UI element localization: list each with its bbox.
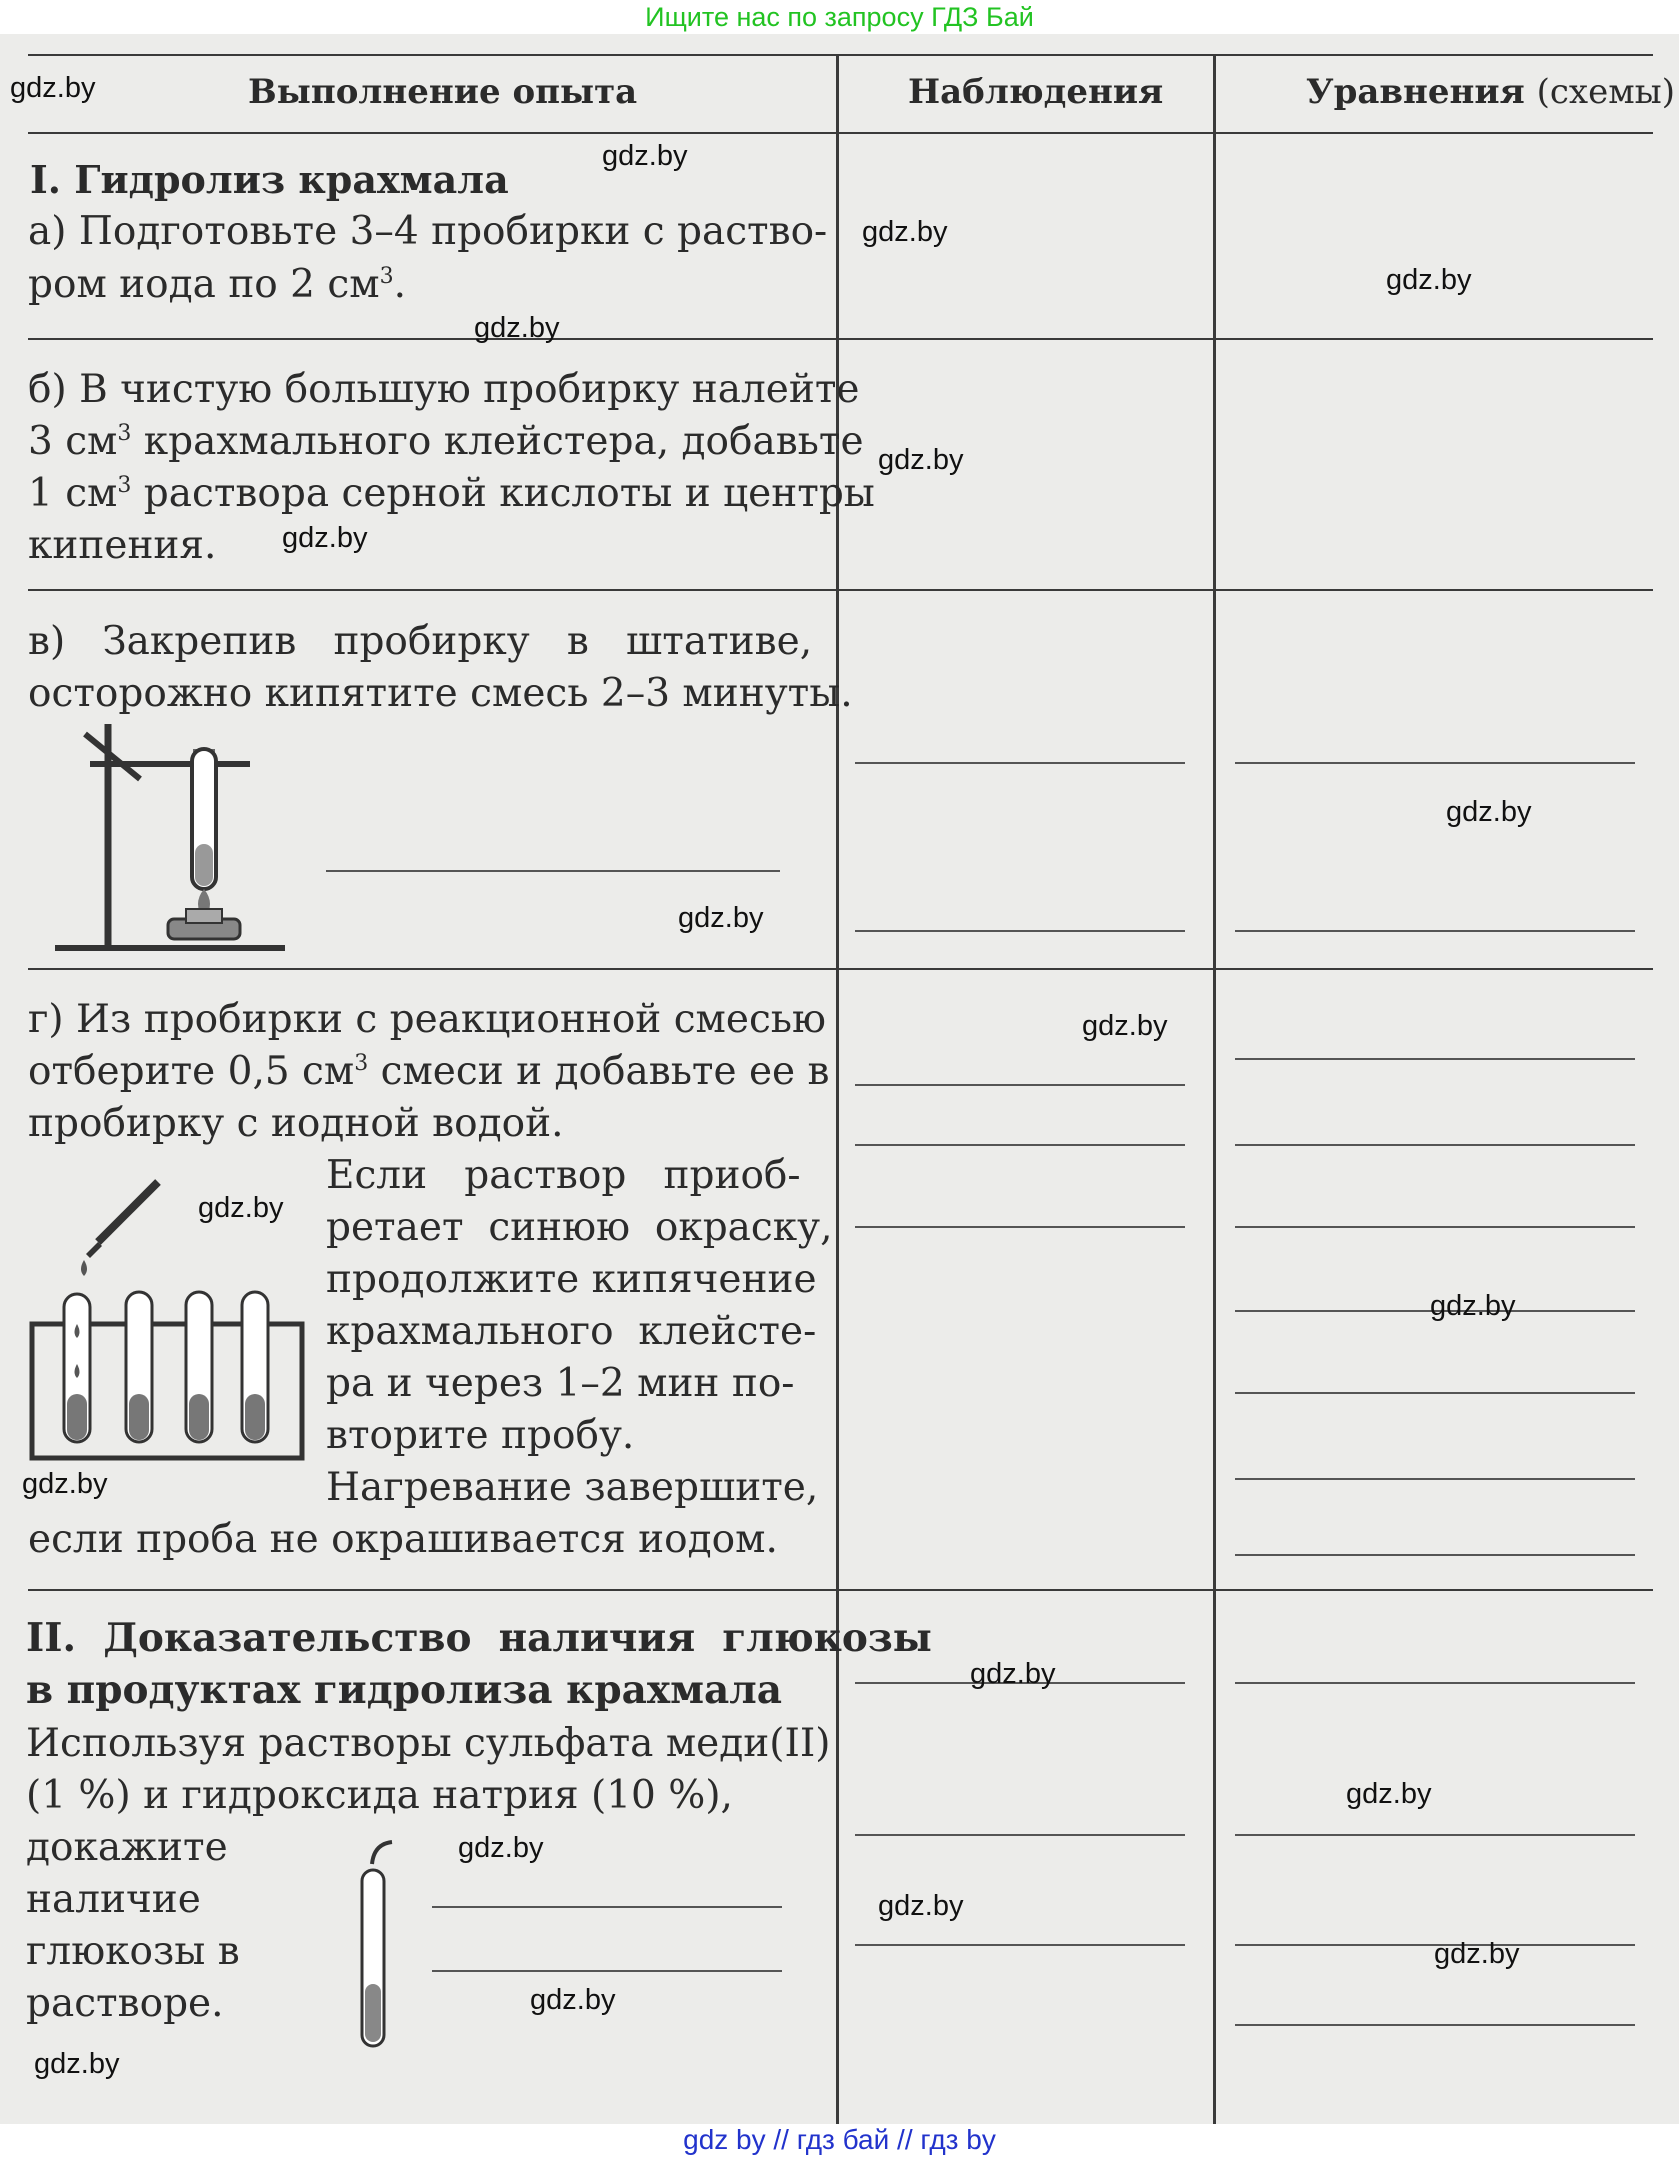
watermark: gdz.by xyxy=(878,444,964,476)
watermark: gdz.by xyxy=(1082,1010,1168,1042)
watermark: gdz.by xyxy=(1430,1290,1516,1322)
step-a-line1: а) Подготовьте 3–4 пробирки с раство- xyxy=(28,209,828,254)
header-equations-label: Уравнения xyxy=(1306,72,1525,112)
watermark: gdz.by xyxy=(1386,264,1472,296)
header-equations xyxy=(1306,72,1675,112)
answer-line xyxy=(855,1144,1185,1146)
step-a-text: ром иода по 2 см xyxy=(28,262,380,307)
step-b-line2 xyxy=(28,416,864,468)
step-b-line3 xyxy=(28,468,875,520)
column-divider xyxy=(1213,54,1216,2124)
section2-title-line2: в продуктах гидролиза крахмала xyxy=(26,1667,783,1713)
watermark: gdz.by xyxy=(198,1192,284,1224)
answer-line xyxy=(855,1834,1185,1836)
watermark: gdz.by xyxy=(1434,1938,1520,1970)
step-b-line1: б) В чистую большую пробирку налейте xyxy=(28,367,860,412)
answer-line xyxy=(1235,1834,1635,1836)
section2-text-line2: (1 %) и гидроксида натрия (10 %), xyxy=(26,1773,733,1818)
step-b-text: 3 см xyxy=(28,419,118,464)
watermark: gdz.by xyxy=(602,140,688,172)
cube-superscript: 3 xyxy=(379,264,394,289)
answer-line xyxy=(1235,1144,1635,1146)
answer-line xyxy=(1235,762,1635,764)
answer-line xyxy=(1235,1058,1635,1060)
section2-text-line1: Используя растворы сульфата меди(II) xyxy=(26,1721,831,1766)
answer-line xyxy=(1235,1226,1635,1228)
watermark: gdz.by xyxy=(970,1658,1056,1690)
watermark: gdz.by xyxy=(34,2048,120,2080)
header-procedure: Выполнение опыта xyxy=(248,72,638,112)
answer-line xyxy=(432,1906,782,1908)
answer-line xyxy=(855,762,1185,764)
cube-superscript: 3 xyxy=(117,421,132,446)
site-footer[interactable]: gdz by // гдз бай // гдз by xyxy=(0,2124,1679,2158)
answer-line xyxy=(1235,2024,1635,2026)
step-b-text: раствора серной кислоты и центры xyxy=(131,471,875,516)
row-rule xyxy=(28,589,1653,591)
step-g-side-line4: крахмального клейсте- xyxy=(326,1309,817,1354)
answer-line xyxy=(855,930,1185,932)
site-banner[interactable]: Ищите нас по запросу ГДЗ Бай xyxy=(645,2,1034,32)
worksheet-page xyxy=(0,34,1679,2124)
section2-text2-line3: глюкозы в xyxy=(26,1929,240,1974)
answer-line xyxy=(1235,1554,1635,1556)
table-top-rule xyxy=(28,54,1653,56)
answer-line xyxy=(432,1970,782,1972)
row-rule xyxy=(28,1589,1653,1591)
answer-line xyxy=(326,870,780,872)
watermark: gdz.by xyxy=(678,902,764,934)
step-b-text: крахмального клейстера, добавьте xyxy=(131,419,864,464)
step-g-side-line2: ретает синюю окраску, xyxy=(326,1205,833,1250)
section2-text2-line1: докажите xyxy=(26,1825,228,1870)
header-observations: Наблюдения xyxy=(908,72,1164,112)
watermark: gdz.by xyxy=(10,72,96,104)
cube-superscript: 3 xyxy=(117,473,132,498)
step-v-line2: осторожно кипятите смесь 2–3 минуты. xyxy=(28,671,853,716)
section2-title-line1: II. Доказательство наличия глюкозы xyxy=(26,1615,932,1661)
section2-text2-line2: наличие xyxy=(26,1877,201,1922)
watermark: gdz.by xyxy=(282,522,368,554)
watermark: gdz.by xyxy=(1346,1778,1432,1810)
step-b-line4: кипения. xyxy=(28,523,217,568)
step-g-side-line6: вторите пробу. xyxy=(326,1413,635,1458)
answer-line xyxy=(855,1084,1185,1086)
step-g-text: смеси и добавьте ее в xyxy=(368,1049,830,1094)
header-bottom-rule xyxy=(28,132,1653,134)
step-b-text: 1 см xyxy=(28,471,118,516)
cube-superscript: 3 xyxy=(354,1051,369,1076)
watermark: gdz.by xyxy=(862,216,948,248)
step-v-line1: в) Закрепив пробирку в штативе, xyxy=(28,619,813,664)
header-equations-note: (схемы) xyxy=(1536,72,1675,112)
step-g-line3: пробирку с иодной водой. xyxy=(28,1101,564,1146)
row-rule xyxy=(28,968,1653,970)
watermark: gdz.by xyxy=(530,1984,616,2016)
section2-text2-line4: растворе. xyxy=(26,1981,224,2026)
watermark: gdz.by xyxy=(22,1468,108,1500)
heating-apparatus-illustration xyxy=(50,714,300,954)
step-g-line1: г) Из пробирки с реакционной смесью xyxy=(28,997,826,1042)
step-g-end-line1: Нагревание завершите, xyxy=(326,1465,819,1510)
answer-line xyxy=(1235,1682,1635,1684)
step-a-period: . xyxy=(393,262,406,307)
step-g-side-line5: ра и через 1–2 мин по- xyxy=(326,1361,795,1406)
step-g-text: отберите 0,5 см xyxy=(28,1049,355,1094)
step-a-line2 xyxy=(28,259,406,311)
step-g-side-line3: продолжите кипячение xyxy=(326,1257,817,1302)
answer-line xyxy=(1235,930,1635,932)
watermark: gdz.by xyxy=(474,312,560,344)
watermark: gdz.by xyxy=(458,1832,544,1864)
section1-title: I. Гидролиз крахмала xyxy=(30,157,509,202)
step-g-side-line1: Если раствор приоб- xyxy=(326,1153,801,1198)
watermark: gdz.by xyxy=(878,1890,964,1922)
row-rule xyxy=(28,338,1653,340)
answer-line xyxy=(1235,1478,1635,1480)
watermark: gdz.by xyxy=(1446,796,1532,828)
glucose-test-tube-illustration xyxy=(350,1834,410,2054)
step-g-line2 xyxy=(28,1046,830,1098)
answer-line xyxy=(855,1226,1185,1228)
step-g-end-line2: если проба не окрашивается иодом. xyxy=(28,1517,778,1562)
answer-line xyxy=(1235,1392,1635,1394)
answer-line xyxy=(855,1944,1185,1946)
